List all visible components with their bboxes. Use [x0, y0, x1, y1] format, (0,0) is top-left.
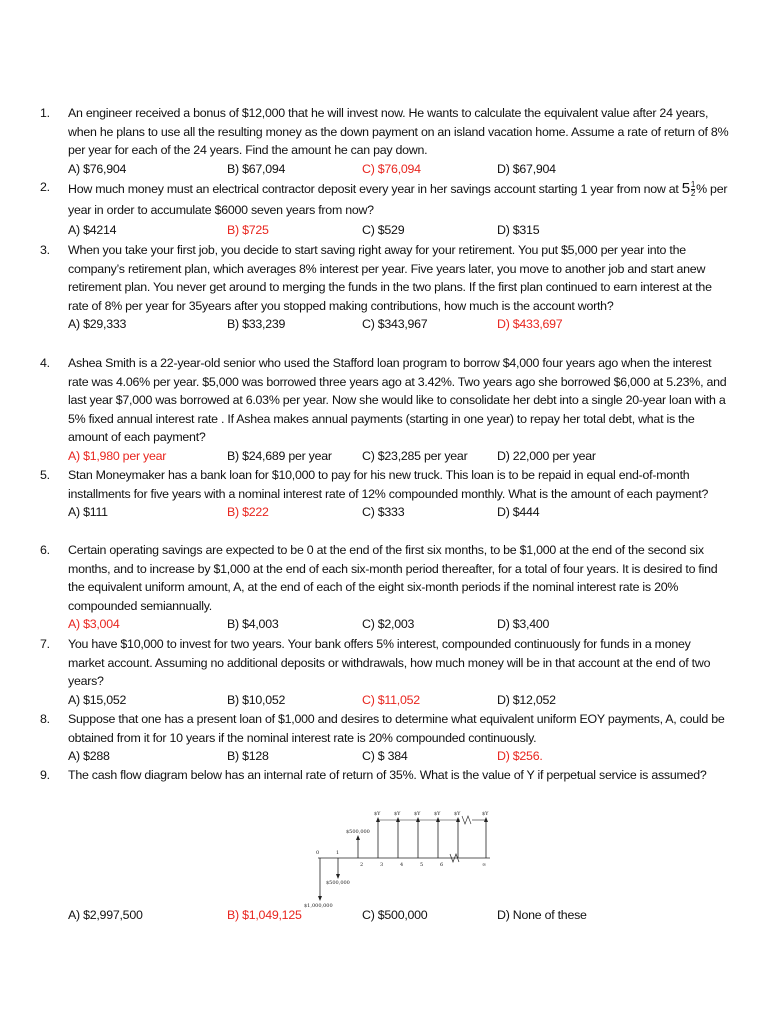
question-text-before: How much money must an electrical contractor deposit every year in her savings account starting 1 year from now at: [68, 182, 679, 196]
question-7: [40, 635, 730, 709]
question-1: [40, 104, 730, 178]
y-label: $Y: [374, 811, 381, 817]
option-d-correct: D) $433,697: [497, 317, 563, 332]
question-text: The cash flow diagram below has an internal rate of return of 35%. What is the value of Y if perpetual service is assumed?: [68, 768, 707, 782]
question-2: [40, 178, 730, 240]
option-c: C) $529: [362, 223, 405, 237]
option-c: C) $500,000: [362, 908, 428, 922]
question-text: [68, 178, 730, 221]
option-d: D) 22,000 per year: [497, 448, 596, 463]
answer-options: [68, 503, 730, 522]
option-a: A) $76,904: [68, 161, 127, 176]
rate-fraction: [691, 181, 695, 198]
option-d: D) $12,052: [497, 692, 556, 707]
tick-label: 2: [360, 862, 364, 868]
y-arrowhead: [436, 817, 440, 822]
fraction-denominator: 2: [690, 189, 696, 199]
top-break: [462, 816, 471, 824]
question-text: An engineer received a bonus of $12,000 that he will invest now. He wants to calculate the equivalent value after 24 years, when he plans to use all the resulting money as the down payment on an island vacation home. Assume a rate of return of 8% per year for each of the 24 years. Find the amount he can pay down.: [68, 106, 729, 158]
option-d: D) $3,400: [497, 617, 550, 632]
question-number: 7.: [40, 637, 50, 651]
question-8: [40, 710, 730, 766]
question-number: 8.: [40, 712, 50, 726]
option-b: B) $10,052: [227, 692, 286, 707]
fraction-numerator: 1: [690, 180, 696, 190]
answer-options: [68, 447, 730, 466]
y-arrowhead: [484, 817, 488, 822]
y-arrows: [376, 816, 488, 858]
outflow-label-small: $500,000: [326, 880, 350, 886]
option-b: B) $128: [227, 749, 269, 764]
answer-options: [68, 615, 730, 634]
cash-flow-diagram: [300, 808, 500, 908]
option-a: A) $288: [68, 749, 110, 764]
question-number: 3.: [40, 243, 50, 257]
tick-label: 5: [420, 862, 424, 868]
question-4: [40, 354, 730, 466]
y-arrowhead: [376, 817, 380, 822]
option-a: A) $29,333: [68, 317, 127, 332]
question-number: 4.: [40, 356, 50, 370]
option-b: B) $67,094: [227, 161, 286, 176]
question-text: When you take your first job, you decide to start saving right away for your retirement. You put $5,000 per year into the company’s retirement plan, which averages 8% interest per year. Five years later, you move to another job and start anew retirement plan. You never get around to merging the funds in the two plans. If the first plan continued to earn interest at the rate of 8% per year for 35years after you stopped making contributions, how much is the account worth?: [68, 243, 712, 313]
option-c: C) $2,003: [362, 617, 415, 632]
option-c: C) $343,967: [362, 317, 428, 332]
option-b: B) $4,003: [227, 617, 279, 632]
y-arrowhead: [416, 817, 420, 822]
option-b-correct: B) $1,049,125: [227, 908, 302, 922]
question-text: Ashea Smith is a 22-year-old senior who used the Stafford loan program to borrow $4,000 four years ago when the interest rate was 4.06% per year. $5,000 was borrowed three years ago at 3.42%. Two years ago she borrowed $6,000 at 5.23%, and last year $7,000 was borrowed at 6.03% per year. Now she would like to consolidate her debt into a single 20-year loan with a 5% fixed annual interest rate . If Ashea makes annual payments (starting in one year) to repay her total debt, what is the amount of each payment?: [68, 356, 727, 445]
inflow-label: $500,000: [346, 829, 370, 835]
outflow-arrowhead-big: [318, 896, 322, 901]
tick-label: ∞: [482, 862, 487, 868]
option-a-correct: A) $1,980 per year: [68, 448, 167, 463]
question-3: [40, 241, 730, 334]
question-number: 5.: [40, 468, 50, 482]
question-text: Stan Moneymaker has a bank loan for $10,000 to pay for his new truck. This loan is to be repaid in equal end-of-month installments for five years with a nominal interest rate of 12% compounded monthly. What is the amount of each payment?: [68, 468, 709, 501]
tick-label: 1: [336, 850, 340, 856]
option-a: A) $15,052: [68, 692, 127, 707]
option-d: D) $444: [497, 505, 540, 520]
question-number: 9.: [40, 768, 50, 782]
option-b-correct: B) $222: [227, 505, 269, 520]
option-c-correct: C) $11,052: [362, 692, 420, 707]
option-a-correct: A) $3,004: [68, 617, 120, 632]
rate-whole: 5: [681, 180, 690, 197]
answer-options: [68, 691, 730, 710]
question-number: 1.: [40, 106, 50, 120]
question-number: 2.: [40, 180, 50, 194]
question-number: 6.: [40, 543, 50, 557]
answer-options: [68, 315, 730, 334]
option-a: A) $111: [68, 505, 108, 520]
tick-label: 6: [440, 862, 444, 868]
answer-options: [68, 221, 730, 240]
question-9: [40, 766, 730, 785]
option-d: D) None of these: [497, 908, 587, 922]
y-label: $Y: [394, 811, 401, 817]
outflow-arrowhead-small: [336, 874, 340, 879]
option-c: C) $ 384: [362, 749, 408, 764]
question-9-options: [68, 908, 758, 926]
question-5: [40, 466, 730, 522]
option-a: A) $2,997,500: [68, 908, 143, 922]
option-c-correct: C) $76,094: [362, 161, 421, 176]
option-a: A) $4214: [68, 223, 117, 237]
y-label: $Y: [414, 811, 421, 817]
inflow-arrowhead-0: [356, 835, 360, 840]
option-c: C) $333: [362, 505, 405, 520]
y-label: $Y: [434, 811, 441, 817]
question-text: Suppose that one has a present loan of $1,000 and desires to determine what equivalent uniform EOY payments, A, could be obtained from it for 10 years if the nominal interest rate is 20% compounded continuously.: [68, 712, 725, 745]
question-6: [40, 541, 730, 634]
answer-options: [68, 160, 730, 179]
y-label: $Y: [482, 811, 489, 817]
y-arrowhead: [456, 817, 460, 822]
question-text: You have $10,000 to invest for two years. Your bank offers 5% interest, compounded continuously for funds in a money market account. Assuming no additional deposits or withdrawals, how much money will be in that account at the end of two years?: [68, 637, 711, 689]
option-b: B) $33,239: [227, 317, 286, 332]
option-b: B) $24,689 per year: [227, 448, 332, 463]
question-text: Certain operating savings are expected to be 0 at the end of the first six months, to be $1,000 at the end of the second six months, and to increase by $1,000 at the end of each six-month period thereafter, for a total of four years. It is desired to find the equivalent uniform amount, A, at the end of each of the eight six-month periods if the nominal interest rate is 20% compounded semiannually.: [68, 543, 718, 613]
answer-options: [68, 747, 730, 766]
y-label: $Y: [454, 811, 461, 817]
outflow-label-big: $1,000,000: [304, 903, 333, 908]
option-c: C) $23,285 per year: [362, 448, 468, 463]
tick-label: 0: [316, 850, 320, 856]
option-b-correct: B) $725: [227, 223, 269, 237]
question-text-after: % per year in order to accumulate $6000 seven years from now?: [68, 182, 728, 217]
option-d: D) $315: [497, 223, 540, 237]
option-d-correct: D) $256.: [497, 749, 543, 764]
tick-label: 4: [400, 862, 404, 868]
tick-label: 3: [380, 862, 384, 868]
y-arrowhead: [396, 817, 400, 822]
option-d: D) $67,904: [497, 161, 556, 176]
